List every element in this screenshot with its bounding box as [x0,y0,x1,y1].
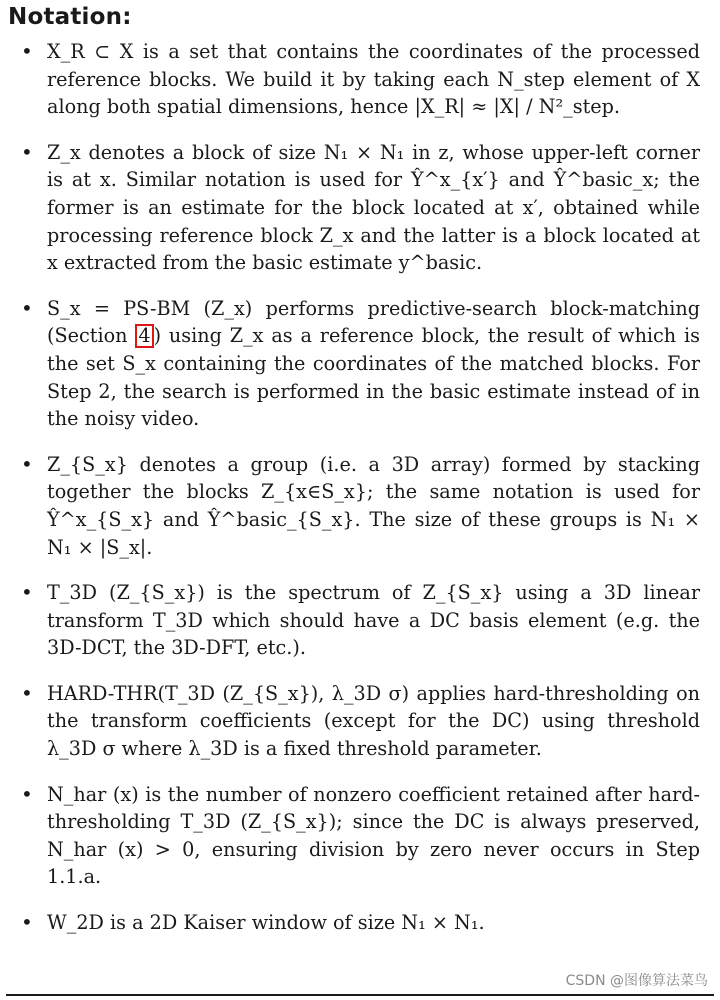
item-text: Z_{S_x} denotes a group (i.e. a 3D array) formed by stacking together the blocks Z_{x∈S_x}; the same notation is used for Ŷ^x_{S_x} and Ŷ^basic_{S_x}. The size of these groups is N₁ × N₁ × |S_x|. [47,452,700,559]
bullet-icon: • [21,910,33,935]
list-item-nhar [0,781,720,891]
item-text-after: ) using Z_x as a reference block, the result of which is the set S_x containing the coordinates of the matched blocks. For Step 2, the search is performed in the basic estimate instead of in the noisy video. [47,324,701,431]
list-item-w2d [0,909,720,937]
notation-list [0,38,720,955]
bullet-icon: • [21,139,33,164]
watermark: CSDN @图像算法菜鸟 [565,973,708,989]
section-reference-link[interactable]: 4 [135,324,153,348]
list-item-zsx [0,451,720,561]
item-text: HARD-THR(T_3D (Z_{S_x}), λ_3D σ) applies hard-thresholding on the transform coefficients (except for the DC) using threshold λ_3D σ where λ_3D is a fixed threshold parameter. [47,681,700,761]
bullet-icon: • [21,781,33,806]
section-heading: Notation: [8,4,132,30]
item-text-before: S_x = PS-BM (Z_x) performs predictive-search block-matching (Section [47,296,700,348]
item-text: X_R ⊂ X is a set that contains the coordinates of the processed reference blocks. We build it by taking each N_step element of X along both spatial dimensions, hence |X_R| ≈ |X| / N²_step. [47,40,700,119]
item-text: Z_x denotes a block of size N₁ × N₁ in z, whose upper-left corner is at x. Similar notation is used for Ŷ^x_{x′} and Ŷ^basic_x; the former is an estimate for the block located at x′, obtained while processing reference block Z_x and the latter is a block located at x extracted from the basic estimate y^basic. [47,140,700,275]
list-item-t3d [0,579,720,662]
bullet-icon: • [21,580,33,605]
bullet-icon: • [21,680,33,705]
list-item-sx [0,295,720,433]
item-text: T_3D (Z_{S_x}) is the spectrum of Z_{S_x} using a 3D linear transform T_3D which should have a DC basis element (e.g. the 3D-DCT, the 3D-DFT, etc.). [47,581,700,660]
list-item-hard-thr [0,680,720,763]
item-text: W_2D is a 2D Kaiser window of size N₁ × N₁. [47,911,485,935]
list-item-zx [0,139,720,277]
bullet-icon: • [21,39,33,63]
bullet-icon: • [21,451,33,476]
list-item-xr [0,38,720,121]
bullet-icon: • [21,295,33,320]
item-text: N_har (x) is the number of nonzero coefficient retained after hard-thresholding T_3D (Z_{S_x}); since the DC is always preserved, N_har (x) > 0, ensuring division by zero never occurs in Step 1.1.a. [47,782,700,889]
bottom-rule-divider [6,994,714,996]
